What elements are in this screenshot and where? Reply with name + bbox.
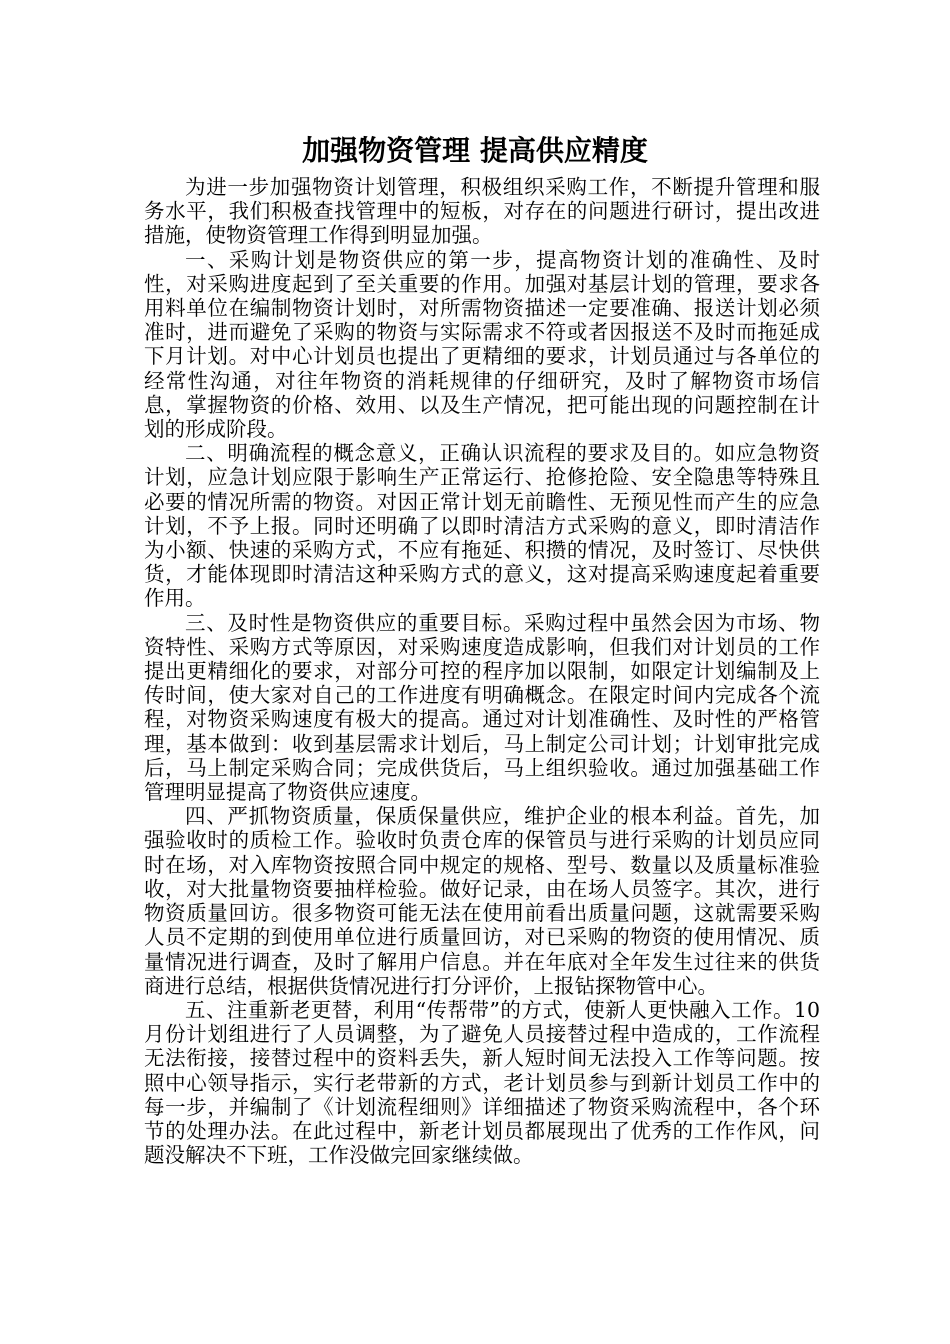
paragraph-section-3: 三、及时性是物资供应的重要目标。采购过程中虽然会因为市场、物资特性、采购方式等原因，对采购速度造成影响，但我们对计划员的工作提出更精细化的要求，对部分可控的程序加以限制，如限定计划编制及上传时间，使大家对自己的工作进度有明确概念。在限定时间内完成各个流程，对物资采购速度有极大的提高。通过对计划准确性、及时性的严格管理，基本做到：收到基层需求计划后，马上制定公司计划；计划审批完成后，马上制定采购合同；完成供货后，马上组织验收。通过加强基础工作管理明显提高了物资供应速度。	[144, 610, 820, 805]
document-body	[144, 175, 820, 1167]
paragraph-intro: 为进一步加强物资计划管理，积极组织采购工作，不断提升管理和服务水平，我们积极查找管理中的短板，对存在的问题进行研讨，提出改进措施，使物资管理工作得到明显加强。	[144, 175, 820, 248]
paragraph-section-2: 二、明确流程的概念意义，正确认识流程的要求及目的。如应急物资计划，应急计划应限于影响生产正常运行、抢修抢险、安全隐患等特殊且必要的情况所需的物资。对因正常计划无前瞻性、无预见性而产生的应急计划，不予上报。同时还明确了以即时清洁方式采购的意义，即时清洁作为小额、快速的采购方式，不应有拖延、积攒的情况，及时签订、尽快供货，才能体现即时清洁这种采购方式的意义，这对提高采购速度起着重要作用。	[144, 441, 820, 611]
paragraph-section-1: 一、采购计划是物资供应的第一步，提高物资计划的准确性、及时性，对采购进度起到了至关重要的作用。加强对基层计划的管理，要求各用料单位在编制物资计划时，对所需物资描述一定要准确、报送计划必须准时，进而避免了采购的物资与实际需求不符或者因报送不及时而拖延成下月计划。对中心计划员也提出了更精细的要求，计划员通过与各单位的经常性沟通，对往年物资的消耗规律的仔细研究，及时了解物资市场信息，掌握物资的价格、效用、以及生产情况，把可能出现的问题控制在计划的形成阶段。	[144, 247, 820, 442]
document-title: 加强物资管理 提高供应精度	[302, 134, 648, 167]
paragraph-section-4: 四、严抓物资质量，保质保量供应，维护企业的根本利益。首先，加强验收时的质检工作。验收时负责仓库的保管员与进行采购的计划员应同时在场，对入库物资按照合同中规定的规格、型号、数量以及质量标准验收，对大批量物资要抽样检验。做好记录，由在场人员签字。其次，进行物资质量回访。很多物资可能无法在使用前看出质量问题，这就需要采购人员不定期的到使用单位进行质量回访，对已采购的物资的使用情况、质量情况进行调查，及时了解用户信息。并在年底对全年发生过往来的供货商进行总结，根据供货情况进行打分评价，上报钻探物管中心。	[144, 804, 820, 998]
paragraph-section-5: 五、注重新老更替，利用“传帮带”的方式，使新人更快融入工作。10月份计划组进行了人员调整，为了避免人员接替过程中造成的，工作流程无法衔接，接替过程中的资料丢失，新人短时间无法投入工作等问题。按照中心领导指示，实行老带新的方式，老计划员参与到新计划员工作中的每一步，并编制了《计划流程细则》详细描述了物资采购流程中，各个环节的处理办法。在此过程中，新老计划员都展现出了优秀的工作作风，问题没解决不下班，工作没做完回家继续做。	[144, 997, 820, 1168]
